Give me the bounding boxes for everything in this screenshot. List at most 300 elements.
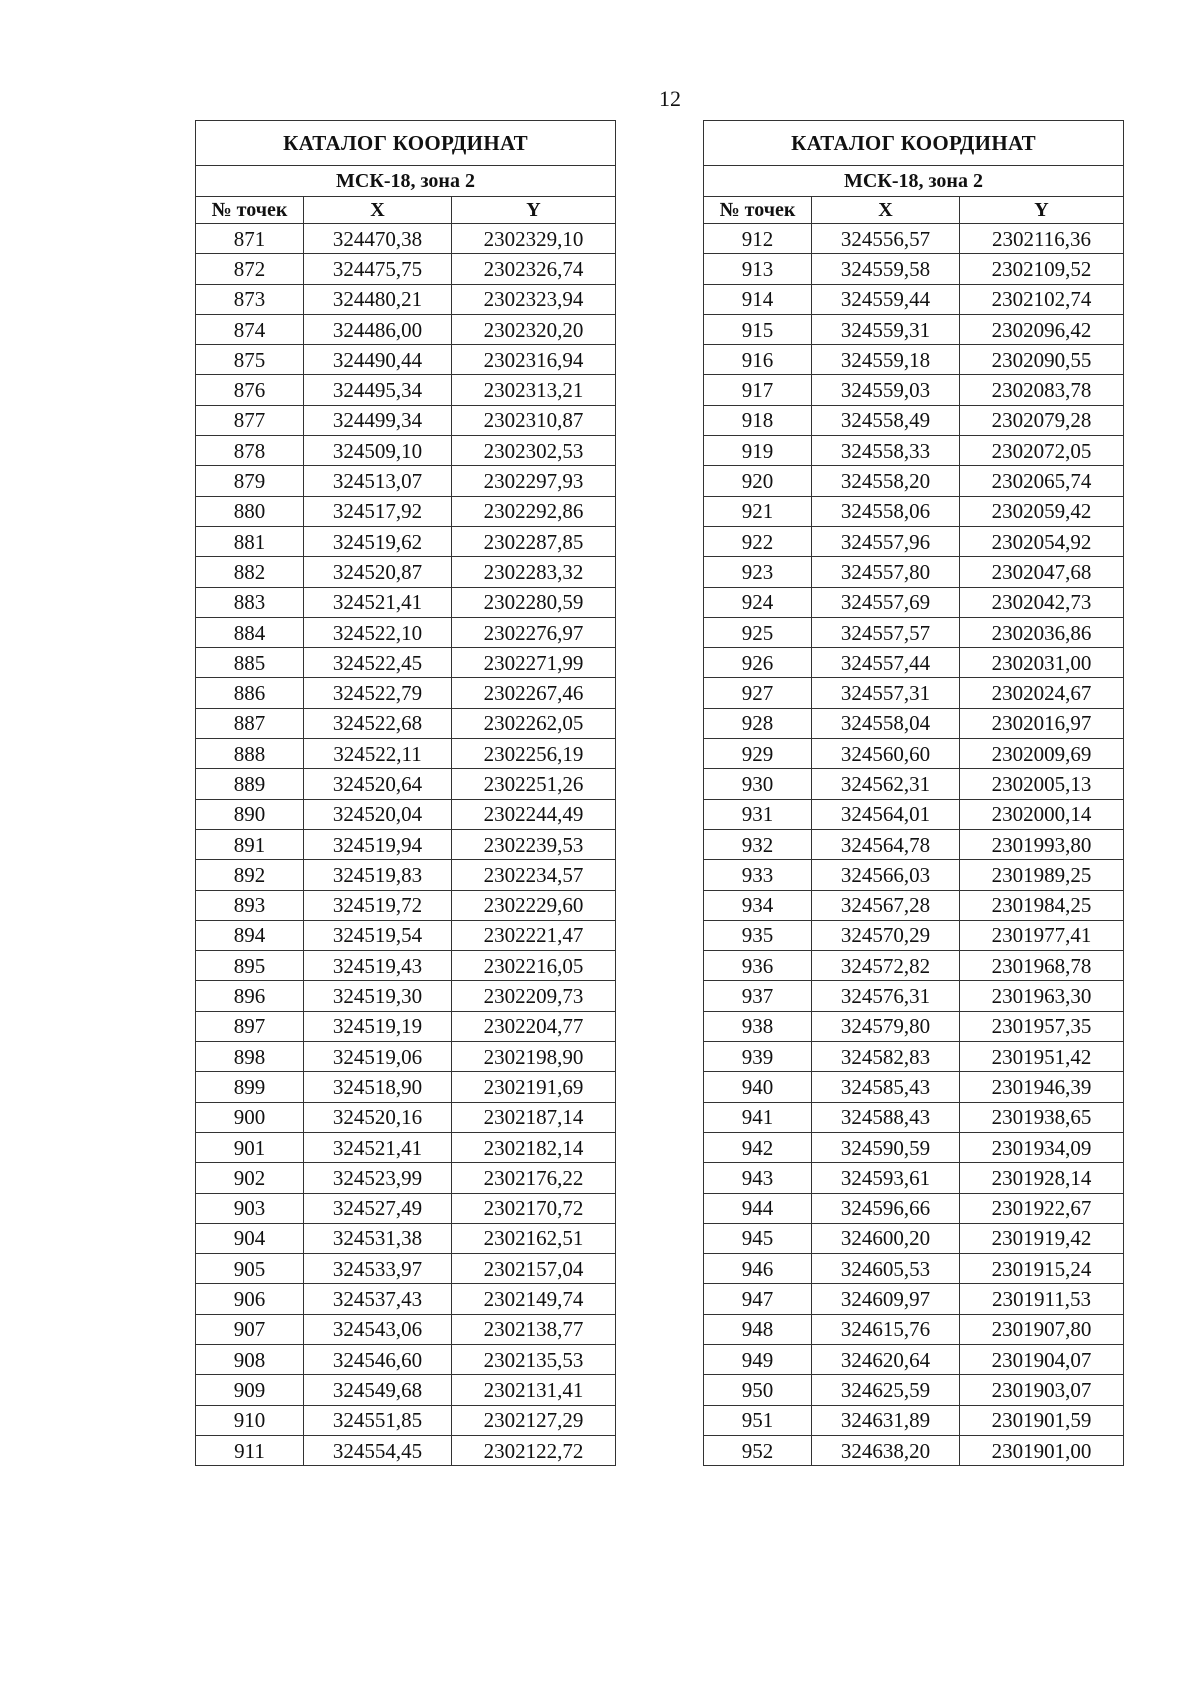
point-number-cell: 885 — [196, 648, 304, 678]
point-number-cell: 920 — [704, 466, 812, 496]
point-number-cell: 906 — [196, 1284, 304, 1314]
point-number-cell: 927 — [704, 678, 812, 708]
x-coordinate-cell: 324562,31 — [812, 769, 960, 799]
x-coordinate-cell: 324519,19 — [304, 1011, 452, 1041]
x-coordinate-cell: 324625,59 — [812, 1375, 960, 1405]
point-number-cell: 903 — [196, 1193, 304, 1223]
table-row — [196, 1254, 616, 1284]
x-coordinate-cell: 324543,06 — [304, 1314, 452, 1344]
x-coordinate-cell: 324615,76 — [812, 1314, 960, 1344]
table-row — [196, 1314, 616, 1344]
point-number-cell: 918 — [704, 405, 812, 435]
y-coordinate-cell: 2302292,86 — [452, 496, 616, 526]
y-coordinate-cell: 2302135,53 — [452, 1344, 616, 1374]
point-number-cell: 874 — [196, 314, 304, 344]
point-number-cell: 913 — [704, 254, 812, 284]
y-coordinate-cell: 2301915,24 — [960, 1254, 1124, 1284]
point-number-cell: 872 — [196, 254, 304, 284]
x-coordinate-cell: 324519,72 — [304, 890, 452, 920]
y-coordinate-cell: 2302031,00 — [960, 648, 1124, 678]
y-coordinate-cell: 2302096,42 — [960, 314, 1124, 344]
point-number-cell: 908 — [196, 1344, 304, 1374]
column-header-x: X — [304, 197, 452, 224]
point-number-cell: 887 — [196, 708, 304, 738]
x-coordinate-cell: 324579,80 — [812, 1011, 960, 1041]
table-row — [196, 1102, 616, 1132]
table-row — [704, 284, 1124, 314]
point-number-cell: 915 — [704, 314, 812, 344]
point-number-cell: 894 — [196, 920, 304, 950]
y-coordinate-cell: 2302280,59 — [452, 587, 616, 617]
table-row — [704, 1284, 1124, 1314]
point-number-cell: 935 — [704, 920, 812, 950]
table-row — [704, 496, 1124, 526]
x-coordinate-cell: 324522,45 — [304, 648, 452, 678]
x-coordinate-cell: 324564,01 — [812, 799, 960, 829]
x-coordinate-cell: 324558,06 — [812, 496, 960, 526]
x-coordinate-cell: 324638,20 — [812, 1435, 960, 1465]
point-number-cell: 919 — [704, 436, 812, 466]
point-number-cell: 902 — [196, 1163, 304, 1193]
table-row — [196, 405, 616, 435]
y-coordinate-cell: 2302024,67 — [960, 678, 1124, 708]
point-number-cell: 909 — [196, 1375, 304, 1405]
y-coordinate-cell: 2302244,49 — [452, 799, 616, 829]
point-number-cell: 879 — [196, 466, 304, 496]
table-row — [704, 466, 1124, 496]
y-coordinate-cell: 2302047,68 — [960, 557, 1124, 587]
point-number-cell: 936 — [704, 951, 812, 981]
y-coordinate-cell: 2302149,74 — [452, 1284, 616, 1314]
table-row — [196, 1435, 616, 1465]
table-row — [196, 587, 616, 617]
y-coordinate-cell: 2302221,47 — [452, 920, 616, 950]
table-row — [196, 345, 616, 375]
point-number-cell: 896 — [196, 981, 304, 1011]
point-number-cell: 932 — [704, 829, 812, 859]
y-coordinate-cell: 2302204,77 — [452, 1011, 616, 1041]
y-coordinate-cell: 2302209,73 — [452, 981, 616, 1011]
x-coordinate-cell: 324470,38 — [304, 224, 452, 254]
y-coordinate-cell: 2301957,35 — [960, 1011, 1124, 1041]
point-number-cell: 895 — [196, 951, 304, 981]
table-row — [704, 951, 1124, 981]
column-header-y: Y — [452, 197, 616, 224]
x-coordinate-cell: 324520,64 — [304, 769, 452, 799]
table-row — [704, 587, 1124, 617]
y-coordinate-cell: 2302162,51 — [452, 1223, 616, 1253]
y-coordinate-cell: 2301968,78 — [960, 951, 1124, 981]
table-row — [704, 829, 1124, 859]
y-coordinate-cell: 2302216,05 — [452, 951, 616, 981]
y-coordinate-cell: 2302042,73 — [960, 587, 1124, 617]
table-row — [196, 799, 616, 829]
x-coordinate-cell: 324546,60 — [304, 1344, 452, 1374]
y-coordinate-cell: 2301938,65 — [960, 1102, 1124, 1132]
y-coordinate-cell: 2301907,80 — [960, 1314, 1124, 1344]
table-row — [704, 1072, 1124, 1102]
table-row — [704, 254, 1124, 284]
x-coordinate-cell: 324558,04 — [812, 708, 960, 738]
table-row — [196, 951, 616, 981]
y-coordinate-cell: 2302267,46 — [452, 678, 616, 708]
x-coordinate-cell: 324531,38 — [304, 1223, 452, 1253]
x-coordinate-cell: 324576,31 — [812, 981, 960, 1011]
table-row — [196, 678, 616, 708]
x-coordinate-cell: 324490,44 — [304, 345, 452, 375]
table-row — [196, 1042, 616, 1072]
point-number-cell: 943 — [704, 1163, 812, 1193]
column-header-point-number: № точек — [704, 197, 812, 224]
table-row — [704, 526, 1124, 556]
table-row — [704, 648, 1124, 678]
table-row — [704, 405, 1124, 435]
y-coordinate-cell: 2302036,86 — [960, 617, 1124, 647]
x-coordinate-cell: 324519,83 — [304, 860, 452, 890]
x-coordinate-cell: 324557,44 — [812, 648, 960, 678]
x-coordinate-cell: 324556,57 — [812, 224, 960, 254]
y-coordinate-cell: 2301922,67 — [960, 1193, 1124, 1223]
table-row — [196, 1072, 616, 1102]
point-number-cell: 942 — [704, 1132, 812, 1162]
y-coordinate-cell: 2302283,32 — [452, 557, 616, 587]
y-coordinate-cell: 2302251,26 — [452, 769, 616, 799]
y-coordinate-cell: 2302329,10 — [452, 224, 616, 254]
table-row — [704, 314, 1124, 344]
point-number-cell: 921 — [704, 496, 812, 526]
table-row — [704, 1102, 1124, 1132]
x-coordinate-cell: 324522,79 — [304, 678, 452, 708]
point-number-cell: 875 — [196, 345, 304, 375]
x-coordinate-cell: 324549,68 — [304, 1375, 452, 1405]
y-coordinate-cell: 2302229,60 — [452, 890, 616, 920]
x-coordinate-cell: 324520,87 — [304, 557, 452, 587]
y-coordinate-cell: 2301911,53 — [960, 1284, 1124, 1314]
x-coordinate-cell: 324519,94 — [304, 829, 452, 859]
point-number-cell: 941 — [704, 1102, 812, 1132]
x-coordinate-cell: 324557,69 — [812, 587, 960, 617]
table-row — [196, 1284, 616, 1314]
y-coordinate-cell: 2301984,25 — [960, 890, 1124, 920]
table-row — [196, 284, 616, 314]
point-number-cell: 952 — [704, 1435, 812, 1465]
y-coordinate-cell: 2302262,05 — [452, 708, 616, 738]
coordinate-catalog-table-right — [703, 120, 1124, 1466]
y-coordinate-cell: 2302239,53 — [452, 829, 616, 859]
table-row — [704, 860, 1124, 890]
y-coordinate-cell: 2302198,90 — [452, 1042, 616, 1072]
x-coordinate-cell: 324521,41 — [304, 587, 452, 617]
point-number-cell: 898 — [196, 1042, 304, 1072]
point-number-cell: 928 — [704, 708, 812, 738]
point-number-cell: 948 — [704, 1314, 812, 1344]
y-coordinate-cell: 2302187,14 — [452, 1102, 616, 1132]
y-coordinate-cell: 2302157,04 — [452, 1254, 616, 1284]
x-coordinate-cell: 324523,99 — [304, 1163, 452, 1193]
x-coordinate-cell: 324533,97 — [304, 1254, 452, 1284]
table-row — [196, 1193, 616, 1223]
x-coordinate-cell: 324596,66 — [812, 1193, 960, 1223]
y-coordinate-cell: 2302065,74 — [960, 466, 1124, 496]
x-coordinate-cell: 324517,92 — [304, 496, 452, 526]
y-coordinate-cell: 2302287,85 — [452, 526, 616, 556]
point-number-cell: 892 — [196, 860, 304, 890]
y-coordinate-cell: 2301901,00 — [960, 1435, 1124, 1465]
y-coordinate-cell: 2302313,21 — [452, 375, 616, 405]
table-row — [196, 1344, 616, 1374]
table-row — [704, 769, 1124, 799]
table-body — [704, 224, 1124, 1466]
x-coordinate-cell: 324590,59 — [812, 1132, 960, 1162]
table-row — [196, 1163, 616, 1193]
y-coordinate-cell: 2302054,92 — [960, 526, 1124, 556]
point-number-cell: 930 — [704, 769, 812, 799]
x-coordinate-cell: 324582,83 — [812, 1042, 960, 1072]
x-coordinate-cell: 324558,49 — [812, 405, 960, 435]
point-number-cell: 878 — [196, 436, 304, 466]
y-coordinate-cell: 2301946,39 — [960, 1072, 1124, 1102]
y-coordinate-cell: 2302079,28 — [960, 405, 1124, 435]
x-coordinate-cell: 324551,85 — [304, 1405, 452, 1435]
point-number-cell: 888 — [196, 739, 304, 769]
y-coordinate-cell: 2302016,97 — [960, 708, 1124, 738]
point-number-cell: 923 — [704, 557, 812, 587]
x-coordinate-cell: 324566,03 — [812, 860, 960, 890]
table-row — [196, 1132, 616, 1162]
point-number-cell: 907 — [196, 1314, 304, 1344]
table-row — [704, 1223, 1124, 1253]
point-number-cell: 938 — [704, 1011, 812, 1041]
point-number-cell: 877 — [196, 405, 304, 435]
point-number-cell: 934 — [704, 890, 812, 920]
table-row — [704, 1375, 1124, 1405]
y-coordinate-cell: 2301951,42 — [960, 1042, 1124, 1072]
y-coordinate-cell: 2301934,09 — [960, 1132, 1124, 1162]
x-coordinate-cell: 324527,49 — [304, 1193, 452, 1223]
x-coordinate-cell: 324585,43 — [812, 1072, 960, 1102]
x-coordinate-cell: 324486,00 — [304, 314, 452, 344]
table-row — [196, 466, 616, 496]
point-number-cell: 945 — [704, 1223, 812, 1253]
x-coordinate-cell: 324559,18 — [812, 345, 960, 375]
x-coordinate-cell: 324495,34 — [304, 375, 452, 405]
x-coordinate-cell: 324559,31 — [812, 314, 960, 344]
y-coordinate-cell: 2302302,53 — [452, 436, 616, 466]
point-number-cell: 925 — [704, 617, 812, 647]
y-coordinate-cell: 2301928,14 — [960, 1163, 1124, 1193]
point-number-cell: 891 — [196, 829, 304, 859]
y-coordinate-cell: 2302131,41 — [452, 1375, 616, 1405]
coordinate-catalog-table-left — [195, 120, 616, 1466]
point-number-cell: 914 — [704, 284, 812, 314]
x-coordinate-cell: 324520,04 — [304, 799, 452, 829]
table-row — [196, 739, 616, 769]
x-coordinate-cell: 324519,54 — [304, 920, 452, 950]
y-coordinate-cell: 2302276,97 — [452, 617, 616, 647]
point-number-cell: 905 — [196, 1254, 304, 1284]
point-number-cell: 880 — [196, 496, 304, 526]
point-number-cell: 886 — [196, 678, 304, 708]
table-row — [704, 617, 1124, 647]
x-coordinate-cell: 324620,64 — [812, 1344, 960, 1374]
point-number-cell: 950 — [704, 1375, 812, 1405]
x-coordinate-cell: 324519,43 — [304, 951, 452, 981]
point-number-cell: 884 — [196, 617, 304, 647]
x-coordinate-cell: 324519,30 — [304, 981, 452, 1011]
table-row — [196, 1011, 616, 1041]
point-number-cell: 882 — [196, 557, 304, 587]
x-coordinate-cell: 324588,43 — [812, 1102, 960, 1132]
point-number-cell: 881 — [196, 526, 304, 556]
x-coordinate-cell: 324554,45 — [304, 1435, 452, 1465]
point-number-cell: 940 — [704, 1072, 812, 1102]
table-row — [704, 1163, 1124, 1193]
y-coordinate-cell: 2302297,93 — [452, 466, 616, 496]
table-row — [196, 829, 616, 859]
page-number: 12 — [659, 86, 681, 111]
point-number-cell: 926 — [704, 648, 812, 678]
y-coordinate-cell: 2301901,59 — [960, 1405, 1124, 1435]
x-coordinate-cell: 324499,34 — [304, 405, 452, 435]
table-row — [196, 526, 616, 556]
table-title: КАТАЛОГ КООРДИНАТ — [196, 121, 616, 166]
y-coordinate-cell: 2302009,69 — [960, 739, 1124, 769]
table-row — [196, 1375, 616, 1405]
y-coordinate-cell: 2301963,30 — [960, 981, 1124, 1011]
x-coordinate-cell: 324572,82 — [812, 951, 960, 981]
table-row — [196, 436, 616, 466]
table-row — [704, 890, 1124, 920]
x-coordinate-cell: 324593,61 — [812, 1163, 960, 1193]
x-coordinate-cell: 324559,44 — [812, 284, 960, 314]
point-number-cell: 889 — [196, 769, 304, 799]
x-coordinate-cell: 324570,29 — [812, 920, 960, 950]
point-number-cell: 893 — [196, 890, 304, 920]
point-number-cell: 949 — [704, 1344, 812, 1374]
x-coordinate-cell: 324567,28 — [812, 890, 960, 920]
point-number-cell: 946 — [704, 1254, 812, 1284]
table-row — [704, 678, 1124, 708]
point-number-cell: 924 — [704, 587, 812, 617]
table-row — [196, 314, 616, 344]
point-number-cell: 876 — [196, 375, 304, 405]
table-row — [196, 769, 616, 799]
y-coordinate-cell: 2302234,57 — [452, 860, 616, 890]
y-coordinate-cell: 2301903,07 — [960, 1375, 1124, 1405]
table-row — [196, 617, 616, 647]
y-coordinate-cell: 2302316,94 — [452, 345, 616, 375]
table-row — [704, 1011, 1124, 1041]
point-number-cell: 890 — [196, 799, 304, 829]
y-coordinate-cell: 2302109,52 — [960, 254, 1124, 284]
column-header-x: X — [812, 197, 960, 224]
point-number-cell: 901 — [196, 1132, 304, 1162]
table-row — [196, 254, 616, 284]
x-coordinate-cell: 324475,75 — [304, 254, 452, 284]
point-number-cell: 912 — [704, 224, 812, 254]
y-coordinate-cell: 2301989,25 — [960, 860, 1124, 890]
y-coordinate-cell: 2301993,80 — [960, 829, 1124, 859]
table-row — [704, 1405, 1124, 1435]
point-number-cell: 931 — [704, 799, 812, 829]
x-coordinate-cell: 324560,60 — [812, 739, 960, 769]
point-number-cell: 917 — [704, 375, 812, 405]
table-row — [704, 708, 1124, 738]
table-row — [704, 1344, 1124, 1374]
y-coordinate-cell: 2302326,74 — [452, 254, 616, 284]
table-row — [704, 224, 1124, 254]
x-coordinate-cell: 324522,10 — [304, 617, 452, 647]
table-row — [196, 890, 616, 920]
table-row — [704, 799, 1124, 829]
x-coordinate-cell: 324557,96 — [812, 526, 960, 556]
column-header-y: Y — [960, 197, 1124, 224]
x-coordinate-cell: 324522,11 — [304, 739, 452, 769]
x-coordinate-cell: 324559,03 — [812, 375, 960, 405]
x-coordinate-cell: 324631,89 — [812, 1405, 960, 1435]
point-number-cell: 910 — [196, 1405, 304, 1435]
table-row — [704, 345, 1124, 375]
y-coordinate-cell: 2302072,05 — [960, 436, 1124, 466]
x-coordinate-cell: 324564,78 — [812, 829, 960, 859]
x-coordinate-cell: 324513,07 — [304, 466, 452, 496]
y-coordinate-cell: 2301919,42 — [960, 1223, 1124, 1253]
table-subtitle: МСК-18, зона 2 — [196, 166, 616, 197]
table-row — [196, 920, 616, 950]
y-coordinate-cell: 2302182,14 — [452, 1132, 616, 1162]
table-row — [196, 648, 616, 678]
table-row — [704, 1435, 1124, 1465]
x-coordinate-cell: 324518,90 — [304, 1072, 452, 1102]
point-number-cell: 904 — [196, 1223, 304, 1253]
y-coordinate-cell: 2302320,20 — [452, 314, 616, 344]
table-row — [196, 224, 616, 254]
x-coordinate-cell: 324557,57 — [812, 617, 960, 647]
y-coordinate-cell: 2302138,77 — [452, 1314, 616, 1344]
table-row — [704, 375, 1124, 405]
x-coordinate-cell: 324519,06 — [304, 1042, 452, 1072]
y-coordinate-cell: 2302090,55 — [960, 345, 1124, 375]
table-row — [704, 557, 1124, 587]
table-row — [704, 920, 1124, 950]
table-row — [196, 375, 616, 405]
table-body — [196, 224, 616, 1466]
x-coordinate-cell: 324558,20 — [812, 466, 960, 496]
x-coordinate-cell: 324480,21 — [304, 284, 452, 314]
table-row — [196, 1223, 616, 1253]
point-number-cell: 911 — [196, 1435, 304, 1465]
point-number-cell: 883 — [196, 587, 304, 617]
y-coordinate-cell: 2302256,19 — [452, 739, 616, 769]
column-header-point-number: № точек — [196, 197, 304, 224]
x-coordinate-cell: 324559,58 — [812, 254, 960, 284]
y-coordinate-cell: 2302102,74 — [960, 284, 1124, 314]
x-coordinate-cell: 324519,62 — [304, 526, 452, 556]
x-coordinate-cell: 324521,41 — [304, 1132, 452, 1162]
point-number-cell: 937 — [704, 981, 812, 1011]
table-row — [704, 1254, 1124, 1284]
table-row — [704, 1132, 1124, 1162]
point-number-cell: 897 — [196, 1011, 304, 1041]
point-number-cell: 951 — [704, 1405, 812, 1435]
table-row — [704, 1193, 1124, 1223]
y-coordinate-cell: 2302323,94 — [452, 284, 616, 314]
x-coordinate-cell: 324600,20 — [812, 1223, 960, 1253]
point-number-cell: 929 — [704, 739, 812, 769]
point-number-cell: 871 — [196, 224, 304, 254]
table-row — [196, 860, 616, 890]
point-number-cell: 900 — [196, 1102, 304, 1132]
